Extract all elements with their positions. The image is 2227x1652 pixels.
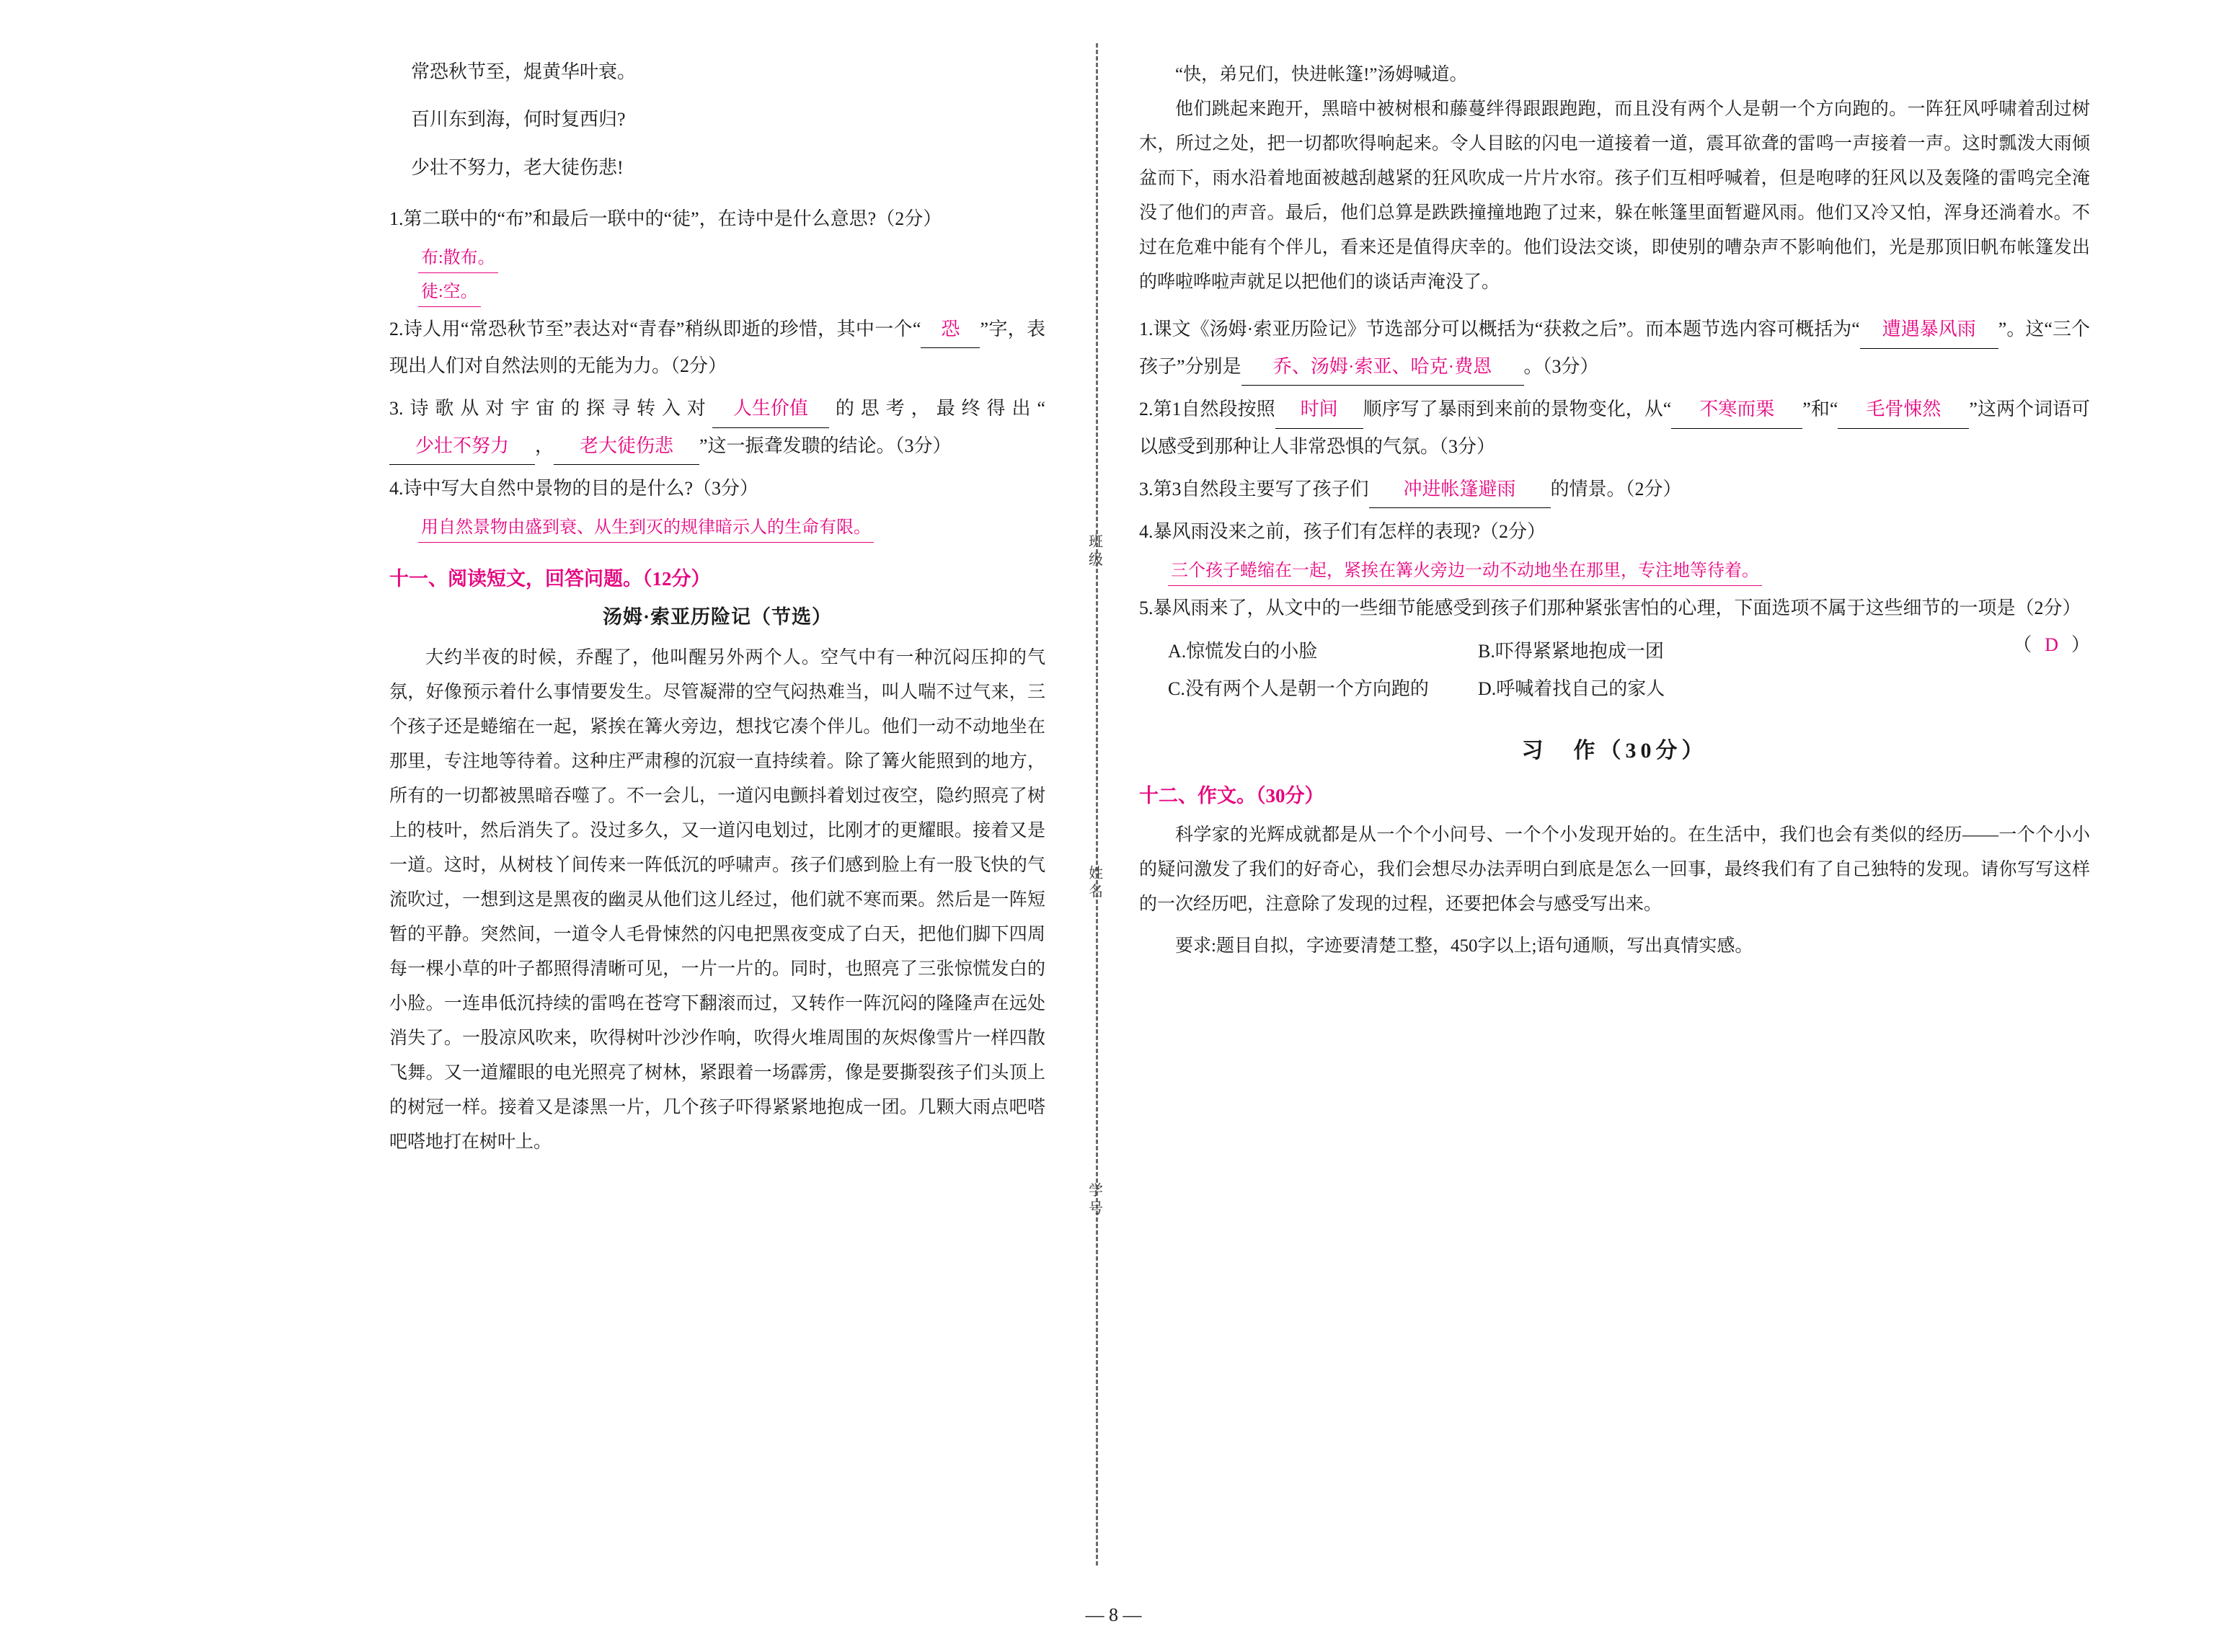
rq2-post: ”这两个词语可以感受到那种让人非常恐惧的气氛。（3分） bbox=[1139, 399, 2090, 458]
question-3-blank-3[interactable]: 老大徒伤悲 bbox=[554, 428, 699, 466]
poem-line: 少壮不努力，老大徒伤悲! bbox=[411, 156, 624, 178]
composition-prompt: 科学家的光辉成就都是从一个个小问号、一个个小发现开始的。在生活中，我们也会有类似的经历——一个个小小的疑问激发了我们的好奇心，我们会想尽办法弄明白到底是怎么一回事，最终我们有了自己独特的发现。请你写写这样的一次经历吧，注意除了发现的过程，还要把体会与感受写出来。 bbox=[1139, 825, 2090, 914]
question-2-blank[interactable]: 恐 bbox=[921, 311, 980, 349]
rq2-blank-1[interactable]: 时间 bbox=[1275, 391, 1363, 429]
answer-1b: 徒:空。 bbox=[418, 279, 481, 307]
poem-line: 常恐秋节至，焜黄华叶衰。 bbox=[411, 61, 637, 82]
rq2-mid2: ”和“ bbox=[1802, 399, 1838, 420]
rq2-pre: 2.第1自然段按照 bbox=[1139, 399, 1275, 420]
question-3 bbox=[389, 391, 1045, 465]
right-question-1 bbox=[1139, 311, 2090, 386]
question-1: 1.第二联中的“布”和最后一联中的“徒”，在诗中是什么意思?（2分） bbox=[389, 208, 942, 229]
divider-label-char: 姓 bbox=[1089, 866, 1104, 881]
poem-block bbox=[389, 58, 1045, 182]
right-answer-4: 三个孩子蜷缩在一起，紧挨在篝火旁边一动不动地坐在那里，专注地等待着。 bbox=[1168, 558, 1762, 586]
article-paragraph: 大约半夜的时候，乔醒了，他叫醒另外两个人。空气中有一种沉闷压抑的气氛，好像预示着什么事情要发生。尽管凝滞的空气闷热难当，叫人喘不过气来，三个孩子还是蜷缩在一起，紧挨在篝火旁边，想找它凑个伴儿。他们一动不动地坐在那里，专注地等待着。这种庄严肃穆的沉寂一直持续着。除了篝火能照到的地方，所有的一切都被黑暗吞噬了。不一会儿，一道闪电颤抖着划过夜空，隐约照亮了树上的枝叶，然后消失了。没过多久，又一道闪电划过，比刚才的更耀眼。接着又是一道。这时，从树枝丫间传来一阵低沉的呼啸声。孩子们感到脸上有一股飞快的气流吹过，一想到这是黑夜的幽灵从他们这儿经过，他们就不寒而栗。然后是一阵短暂的平静。突然间，一道令人毛骨悚然的闪电把黑夜变成了白天，把他们脚下四周每一棵小草的叶子都照得清晰可见，一片一片的。同时，也照亮了三张惊慌发白的小脸。一连串低沉持续的雷鸣在苍穹下翻滚而过，又转作一阵沉闷的隆隆声在远处消失了。一股凉风吹来，吹得树叶沙沙作响，吹得火堆周围的灰烬像雪片一样四散飞舞。又一道耀眼的电光照亮了树林，紧跟着一场霹雳，像是要撕裂孩子们头顶上的树冠一样。接着又是漆黑一片，几个孩子吓得紧紧地抱成一团。几颗大雨点吧嗒吧嗒地打在树叶上。 bbox=[389, 648, 1045, 1153]
right-column bbox=[1096, 0, 2227, 1652]
options-row-2 bbox=[1168, 670, 2090, 708]
composition-requirements: 要求:题目自拟，字迹要清楚工整，450字以上;语句通顺，写出真情实感。 bbox=[1175, 936, 1753, 956]
option-d[interactable]: D.呼喊着找自己的家人 bbox=[1478, 678, 1665, 699]
rq1-pre: 1.课文《汤姆·索亚历险记》节选部分可以概括为“获救之后”。而本题节选内容可概括为“ bbox=[1139, 319, 1860, 339]
paren-left: （ bbox=[2013, 634, 2032, 655]
divider-label-char: 号 bbox=[1089, 1201, 1104, 1217]
rq2-blank-2[interactable]: 不寒而栗 bbox=[1671, 391, 1802, 429]
answer-4: 用自然景物由盛到衰、从生到灭的规律暗示人的生命有限。 bbox=[418, 515, 874, 543]
rq3-pre: 3.第3自然段主要写了孩子们 bbox=[1139, 478, 1369, 499]
option-a[interactable]: A.惊慌发白的小脸 bbox=[1168, 640, 1318, 662]
question-3-pre: 3.诗歌从对宇宙的探寻转入对 bbox=[389, 397, 712, 419]
rq5-text: 5.暴风雨来了，从文中的一些细节能感受到孩子们那种紧张害怕的心理，下面选项不属于这些细节的一项是（2分） bbox=[1139, 598, 2081, 619]
poem-line: 百川东到海，何时复西归? bbox=[411, 109, 626, 130]
paren-right: ） bbox=[2071, 634, 2090, 655]
composition-section-title: 十二、作文。（30分） bbox=[1139, 784, 1324, 807]
divider-label-char: 班 bbox=[1089, 534, 1104, 550]
rq2-blank-3[interactable]: 毛骨悚然 bbox=[1838, 391, 1969, 429]
article-paragraph-cont: 他们跳起来跑开，黑暗中被树根和藤蔓绊得跟跟跑跑，而且没有两个人是朝一个方向跑的。一阵狂风呼啸着刮过树木，所过之处，把一切都吹得响起来。令人目眩的闪电一道接着一道，震耳欲聋的雷鸣一声接着一声。这时瓢泼大雨倾盆而下，雨水沿着地面被越刮越紧的狂风吹成一片片水帘。孩子们互相呼喊着，但是咆哮的狂风以及轰隆的雷鸣完全淹没了他们的声音。最后，他们总算是跌跌撞撞地跑了过来，躲在帐篷里面暂避风雨。他们又冷又怕，浑身还淌着水。不过在危难中能有个伴儿，看来还是值得庆幸的。他们设法交谈，即使别的嘈杂声不影响他们，光是那顶旧帆布帐篷发出的哗啦哗啦声就足以把他们的谈话声淹没了。 bbox=[1139, 99, 2090, 292]
right-question-3 bbox=[1139, 471, 2090, 509]
section-title-reading: 十一、阅读短文，回答问题。（12分） bbox=[389, 568, 711, 590]
article-title: 汤姆·索亚历险记（节选） bbox=[602, 606, 832, 629]
answer-1a: 布:散布。 bbox=[418, 245, 498, 273]
question-3-post: ”这一振聋发聩的结论。（3分） bbox=[699, 435, 952, 456]
rq1-post: 。（3分） bbox=[1523, 355, 1599, 377]
rq2-mid: 顺序写了暴雨到来前的景物变化，从“ bbox=[1363, 399, 1672, 420]
right-question-2 bbox=[1139, 391, 2090, 465]
question-4: 4.诗中写大自然中景物的目的是什么?（3分） bbox=[389, 478, 759, 499]
option-c[interactable]: C.没有两个人是朝一个方向跑的 bbox=[1168, 678, 1429, 699]
rq1-mid: ”。这“三个孩子”分别是 bbox=[1139, 319, 2090, 377]
right-question-4: 4.暴风雨没来之前，孩子们有怎样的表现?（2分） bbox=[1139, 521, 1546, 543]
page-number: — 8 — bbox=[1085, 1604, 1142, 1625]
quote-line: “快，弟兄们，快进帐篷!”汤姆喊道。 bbox=[1175, 65, 1468, 84]
left-column bbox=[0, 0, 1096, 1652]
question-2-pre: 2.诗人用“常恐秋节至”表达对“青春”稍纵即逝的珍惜，其中一个“ bbox=[389, 318, 921, 339]
rq1-blank-2[interactable]: 乔、汤姆·索亚、哈克·费恩 bbox=[1241, 349, 1524, 386]
question-3-mid: 的思考，最终得出“ bbox=[828, 397, 1045, 419]
rq3-blank-1[interactable]: 冲进帐篷避雨 bbox=[1369, 471, 1551, 509]
rq5-answer-bracket bbox=[2013, 627, 2090, 664]
divider-label-char: 学 bbox=[1089, 1183, 1104, 1199]
options-row-1 bbox=[1168, 633, 2013, 670]
rq5-choice[interactable]: D bbox=[2045, 634, 2058, 655]
rq3-post: 的情景。（2分） bbox=[1550, 478, 1682, 499]
option-b[interactable]: B.吓得紧紧地抱成一团 bbox=[1478, 640, 1664, 662]
question-2-post: ”字，表现出人们对自然法则的无能为力。（2分） bbox=[389, 318, 1046, 377]
divider-label-char: 级 bbox=[1089, 552, 1104, 568]
divider-label-char: 名 bbox=[1089, 884, 1104, 900]
question-3-mid2: ， bbox=[535, 435, 554, 456]
question-2 bbox=[389, 311, 1045, 385]
question-3-blank-1[interactable]: 人生价值 bbox=[712, 391, 829, 428]
composition-heading: 习 作（30分） bbox=[1521, 738, 1708, 763]
rq1-blank-1[interactable]: 遭遇暴风雨 bbox=[1860, 311, 1998, 349]
question-3-blank-2[interactable]: 少壮不努力 bbox=[389, 428, 535, 466]
